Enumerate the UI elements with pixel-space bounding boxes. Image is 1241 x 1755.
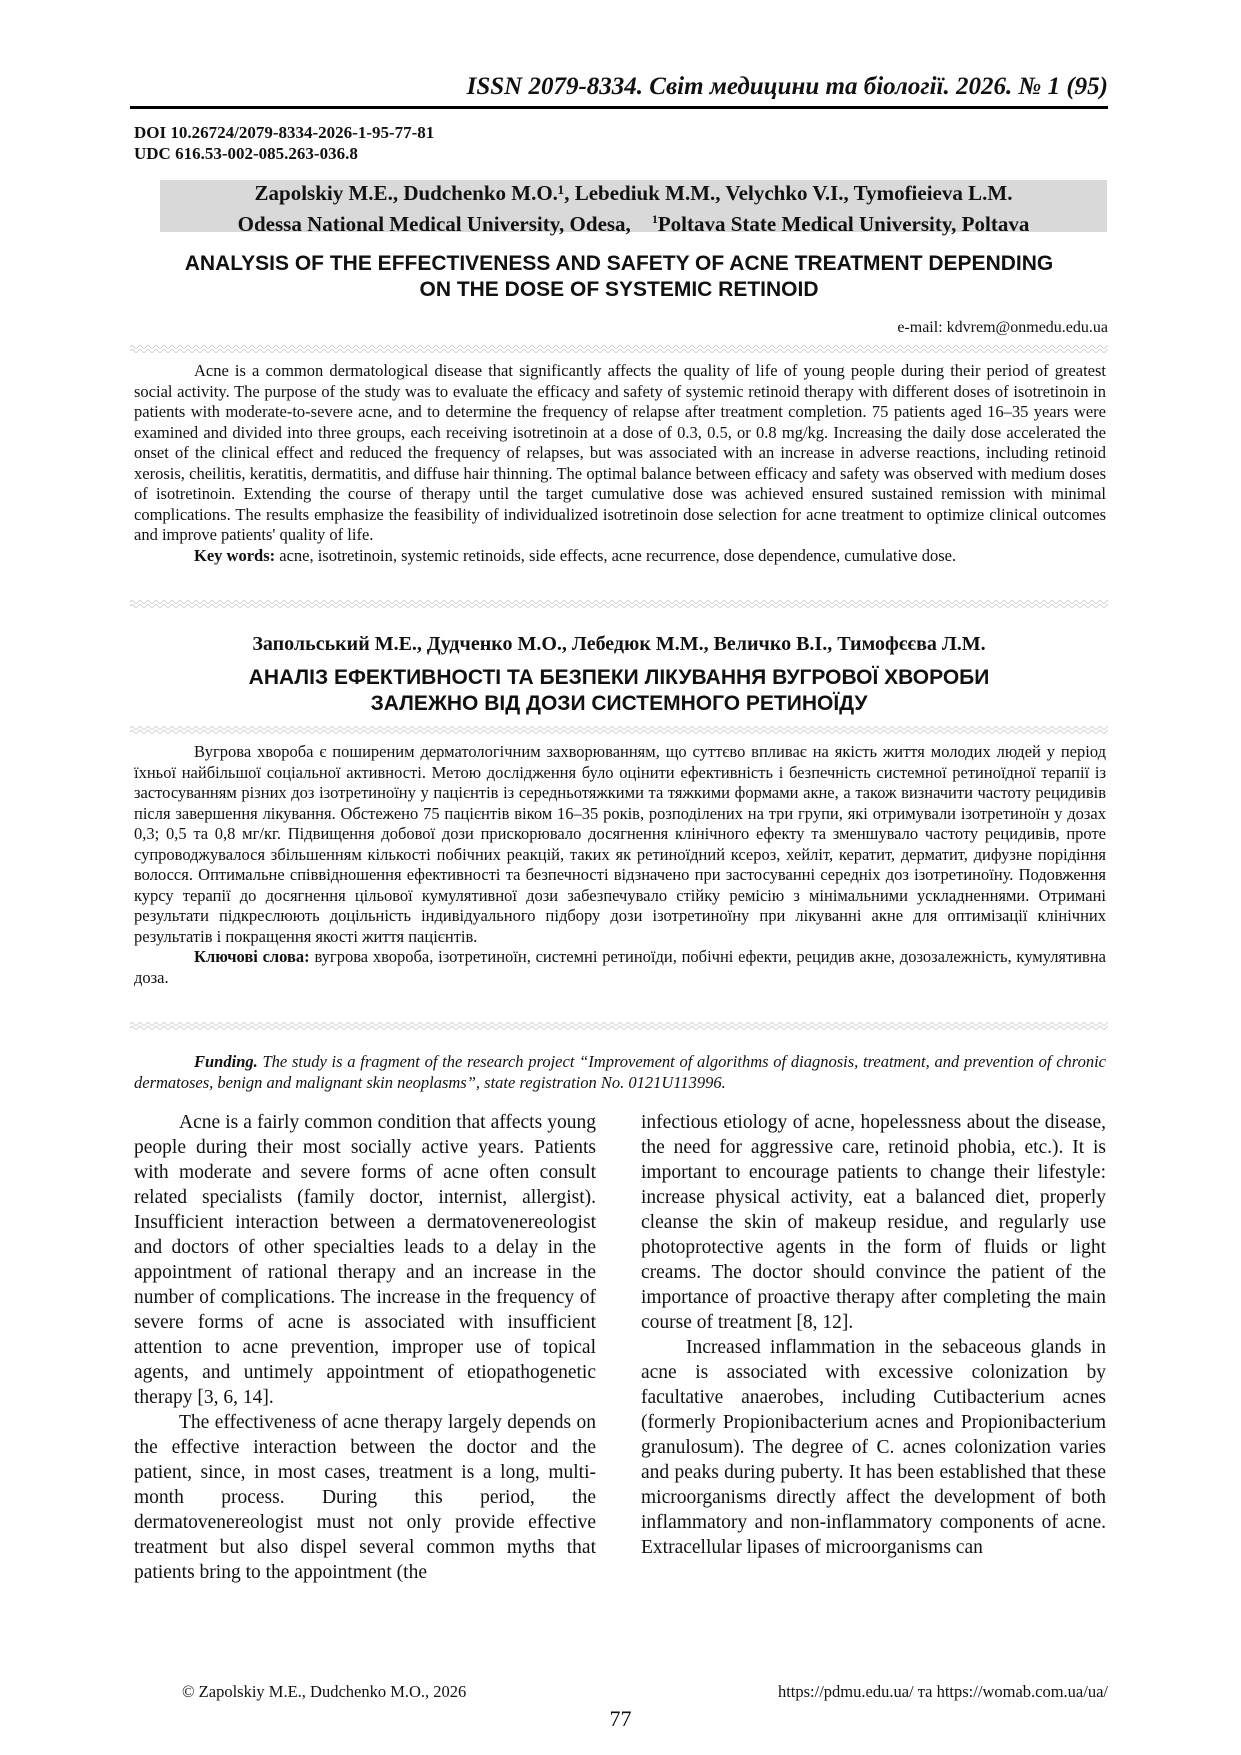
wavy-divider <box>130 1020 1108 1032</box>
keywords-ua-text: вугрова хвороба, ізотретиноїн, системні ретиноїди, побічні ефекти, рецидив акне, дозозалежність, кумулятивна доза. <box>134 947 1107 987</box>
keywords-ua <box>134 947 1106 988</box>
abstract-ua <box>134 742 1106 988</box>
email[interactable]: e-mail: kdvrem@onmedu.edu.ua <box>897 319 1108 336</box>
title-en-line-1: ANALYSIS OF THE EFFECTIVENESS AND SAFETY OF ACNE TREATMENT DEPENDING <box>184 252 1054 275</box>
abstract-en-text: Acne is a common dermatological disease that significantly affects the quality of life of young people during their period of greatest social activity. The purpose of the study was to evaluate the efficacy and safety of systemic retinoid therapy with different doses of isotretinoin in patients with moderate-to-severe acne, and to determine the frequency of relapse after treatment completion. 75 patients aged 16–35 years were examined and divided into three groups, each receiving isotretinoin at a dose of 0.3, 0.5, or 0.8 mg/kg. Increasing the daily dose accelerated the onset of the clinical effect and reduced the frequency of relapses, but was associated with an increase in adverse reactions, including retinoid xerosis, cheilitis, keratitis, dermatitis, and diffuse hair thinning. The optimal balance between efficacy and safety was observed with medium doses of isotretinoin. Extending the course of therapy until the target cumulative dose was achieved ensured sustained remission with minimal complications. The results emphasize the feasibility of individualized isotretinoin dose selection for acne treatment to optimize clinical outcomes and improve patients' quality of life. <box>134 361 1106 544</box>
funding-note <box>134 1052 1106 1093</box>
title-ua-line-1: АНАЛІЗ ЕФЕКТИВНОСТІ ТА БЕЗПЕКИ ЛІКУВАННЯ ВУГРОВОЇ ХВОРОБИ <box>248 666 990 689</box>
affiliation-1: Odessa National Medical University, Odesa, <box>237 212 631 236</box>
funding-label: Funding. <box>194 1052 258 1071</box>
body-column-right <box>641 1110 1106 1560</box>
authors-en: Zapolskiy M.E., Dudchenko M.O.¹, Lebediuk M.M., Velychko V.I., Tymofieieva L.M. <box>254 181 1013 205</box>
keywords-ua-label: Ключові слова: <box>194 947 310 966</box>
copyright: © Zapolskiy M.E., Dudchenko M.O., 2026 <box>182 1682 467 1701</box>
body-column-left <box>134 1110 596 1585</box>
wavy-divider <box>130 598 1108 610</box>
wavy-divider <box>130 724 1108 736</box>
body-paragraph: infectious etiology of acne, hopelessness about the disease, the need for aggressive care, retinoid phobia, etc.). It is important to encourage patients to change their lifestyle: increase physical activity, eat a balanced diet, properly cleanse the skin of makeup residue, and regularly use photoprotective agents in the form of fluids or light creams. The doctor should convince the patient of the importance of proactive therapy after completing the main course of treatment [8, 12]. <box>641 1112 1106 1333</box>
author-band <box>160 180 1107 236</box>
wavy-divider <box>130 343 1108 355</box>
footer-links[interactable]: https://pdmu.edu.ua/ та https://womab.com.ua/ua/ <box>777 1682 1108 1701</box>
authors-ua: Запольський М.Е., Дудченко М.О., Лебедюк М.М., Величко В.І., Тимофєєва Л.М. <box>252 633 986 655</box>
title-en-line-2: ON THE DOSE OF SYSTEMIC RETINOID <box>419 278 819 301</box>
body-paragraph: Increased inflammation in the sebaceous glands in acne is associated with excessive colonization by facultative anaerobes, including Cutibacterium acnes (formerly Propionibacterium acnes and Propionibacterium granulosum). The degree of C. acnes colonization varies and peaks during puberty. It has been established that these microorganisms directly affect the development of both inflammatory and non-inflammatory components of acne. Extracellular lipases of microorganisms can <box>641 1337 1106 1558</box>
identifiers <box>134 122 434 164</box>
body-paragraph: Acne is a fairly common condition that affects young people during their most socially active years. Patients with moderate and severe forms of acne often consult related specialists (family doctor, internist, allergist). Insufficient interaction between a dermatovenereologist and doctors of other specialties leads to a delay in the appointment of rational therapy and an increase in the number of complications. The increase in the frequency of severe forms of acne is associated with insufficient attention to acne prevention, improper use of topical agents, and untimely appointment of etiopathogenetic therapy [3, 6, 14]. <box>134 1112 596 1408</box>
keywords-en-label: Key words: <box>194 545 276 565</box>
body-paragraph: The effectiveness of acne therapy largely depends on the effective interaction between the doctor and the patient, since, in most cases, treatment is a long, multi-month process. During this period, the dermatovenereologist must not only provide effective treatment but also dispel several common myths that patients bring to the appointment (the <box>134 1412 596 1583</box>
journal-header: ISSN 2079-8334. Світ медицини та біології. 2026. № 1 (95) <box>466 73 1108 100</box>
title-ua-line-2: ЗАЛЕЖНО ВІД ДОЗИ СИСТЕМНОГО РЕТИНОЇДУ <box>370 692 868 715</box>
funding-text: The study is a fragment of the research project “Improvement of algorithms of diagnosis, treatment, and prevention of chronic dermatoses, benign and malignant skin neoplasms”, state registration No. 0121U113996. <box>134 1052 1106 1092</box>
header-rule <box>130 106 1108 109</box>
keywords-en-text: acne, isotretinoin, systemic retinoids, side effects, acne recurrence, dose dependence, cumulative dose. <box>279 545 957 565</box>
page-number: 77 <box>609 1706 632 1731</box>
udc: UDC 616.53-002-085.263-036.8 <box>134 144 358 163</box>
title-ua <box>130 665 1108 717</box>
abstract-en <box>134 361 1106 566</box>
doi[interactable]: DOI 10.26724/2079-8334-2026-1-95-77-81 <box>134 123 435 142</box>
affiliation-2-marker: 1 <box>651 212 658 226</box>
affiliation-2: Poltava State Medical University, Poltava <box>657 212 1030 236</box>
title-en <box>130 251 1108 303</box>
keywords-en <box>134 546 1106 567</box>
abstract-ua-text: Вугрова хвороба є поширеним дерматологічним захворюванням, що суттєво впливає на якість життя молодих людей у період їхньої найбільшої соціальної активності. Метою дослідження було оцінити ефективність і безпечність системної ретиноїдної терапії із застосуванням різних доз ізотретиноїну у пацієнтів із середньотяжкими та тяжкими формами акне, а також визначити частоту рецидивів після завершення лікування. Обстежено 75 пацієнтів віком 16–35 років, розподілених на три групи, які отримували ізотретиноїн у дозах 0,3; 0,5 та 0,8 мг/кг. Підвищення добової дози прискорювало досягнення клінічного ефекту та зменшувало частоту рецидивів, проте супроводжувалося збільшенням кількості побічних реакцій, таких як ретиноїдний ксероз, хейліт, кератит, дерматит, дифузне порідіння волосся. Оптимальне співвідношення ефективності та безпечності відзначено при застосуванні середніх доз ізотретиноїну. Подовження курсу терапії до досягнення цільової кумулятивної дози забезпечувало стійку ремісію з мінімальними ускладненнями. Отримані результати підкреслюють доцільність індивідуального підбору дози ізотретиноїну при лікуванні акне для оптимізації клінічних результатів і покращення якості життя пацієнтів. <box>134 742 1106 946</box>
affiliations <box>160 206 1107 237</box>
